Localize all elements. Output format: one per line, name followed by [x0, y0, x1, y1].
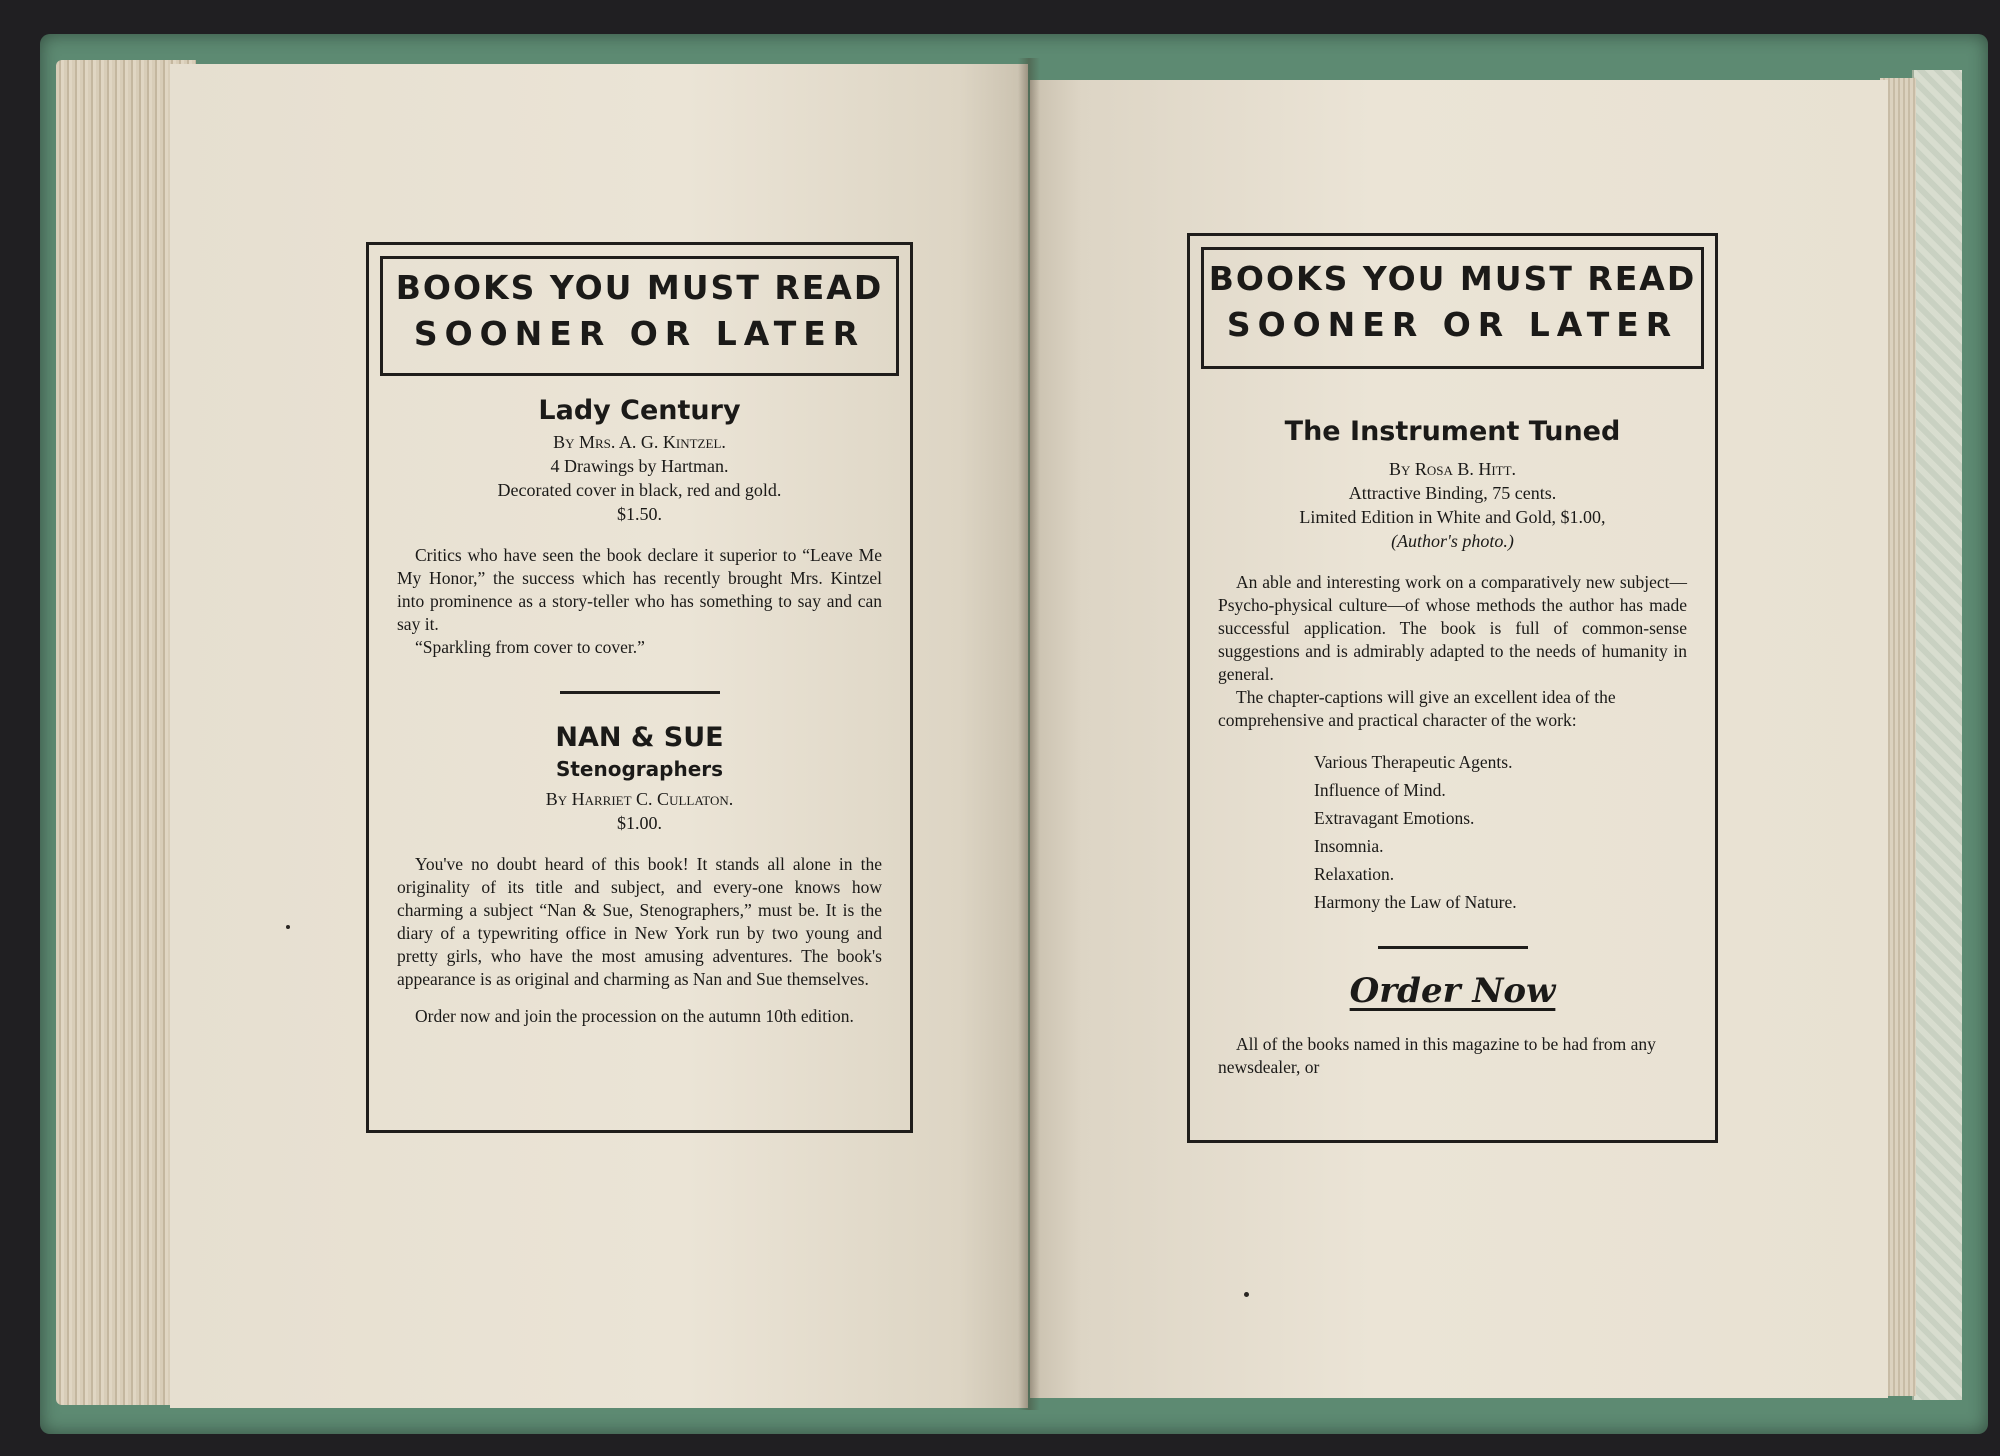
left-ad-content	[397, 395, 882, 1028]
book-description: Critics who have seen the book declare it superior to “Leave Me My Honor,” the success which has recently brought Mrs. Kintzel into prominence as a story-teller who has something to say and can say it.	[397, 545, 882, 634]
book-title-instrument-tuned: The Instrument Tuned	[1284, 416, 1621, 447]
book-subtitle: Stenographers	[555, 757, 724, 781]
right-advertisement	[1187, 233, 1718, 1143]
book-author: By Mrs. A. G. Kintzel.	[553, 432, 726, 452]
book-title-nan-and-sue: NAN & SUE	[555, 722, 724, 753]
book-quote: “Sparkling from cover to cover.”	[415, 637, 645, 657]
book-price: $1.00.	[617, 813, 662, 833]
chapter-item: Various Therapeutic Agents.	[1314, 752, 1513, 772]
right-banner	[1201, 247, 1704, 369]
chapter-list	[1314, 748, 1687, 916]
chapter-item: Insomnia.	[1314, 836, 1384, 856]
chapters-intro: The chapter-captions will give an excellent idea of the comprehensive and practical character of the work:	[1218, 687, 1616, 730]
book-detail: 4 Drawings by Hartman.	[550, 456, 729, 476]
chapter-item: Influence of Mind.	[1314, 780, 1446, 800]
book-price: $1.50.	[617, 504, 662, 524]
book-author: By Rosa B. Hitt.	[1388, 459, 1517, 479]
chapter-item: Extravagant Emotions.	[1314, 808, 1475, 828]
chapter-item: Relaxation.	[1314, 864, 1395, 884]
book-title-lady-century: Lady Century	[538, 395, 741, 426]
order-now-heading: Order Now	[1349, 971, 1556, 1011]
chapter-item: Harmony the Law of Nature.	[1314, 892, 1517, 912]
banner-line-1: BOOKS YOU MUST READ	[1208, 259, 1697, 298]
order-text: Order now and join the procession on the autumn 10th edition.	[415, 1006, 854, 1026]
book-author: By Harriet C. Cullaton.	[545, 789, 734, 809]
section-divider	[1378, 946, 1528, 949]
book-description: You've no doubt heard of this book! It stands all alone in the originality of its title and subject, and every-one knows how charming a subject “Nan & Sue, Stenographers,” must be. It is the diary of a typewriting office in New York run by two young and pretty girls, who have the most amusing adventures. The book's appearance is as original and charming as Nan and Sue themselves.	[397, 854, 882, 989]
book-detail: Decorated cover in black, red and gold.	[497, 480, 782, 500]
right-ad-content	[1218, 416, 1687, 1079]
photo-note: (Author's photo.)	[1391, 531, 1514, 551]
banner-line-2: SOONER OR LATER	[413, 314, 866, 353]
ink-speck	[1244, 1292, 1249, 1297]
book-detail: Attractive Binding, 75 cents.	[1348, 483, 1557, 503]
section-divider	[560, 691, 720, 694]
closing-text: All of the books named in this magazine to be had from any newsdealer, or	[1218, 1034, 1656, 1077]
book-detail: Limited Edition in White and Gold, $1.00,	[1299, 507, 1606, 527]
ink-speck	[286, 925, 290, 929]
endpaper-pattern	[1912, 70, 1962, 1400]
banner-line-1: BOOKS YOU MUST READ	[395, 268, 884, 307]
banner-line-2: SOONER OR LATER	[1226, 305, 1679, 344]
book-gutter	[1018, 58, 1040, 1410]
book-description: An able and interesting work on a comparatively new subject—Psycho-physical culture—of whose methods the author has made successful application. The book is full of common-sense suggestions and is admirably adapted to the needs of humanity in general.	[1218, 572, 1687, 684]
left-advertisement	[366, 242, 913, 1133]
left-banner	[380, 256, 899, 376]
